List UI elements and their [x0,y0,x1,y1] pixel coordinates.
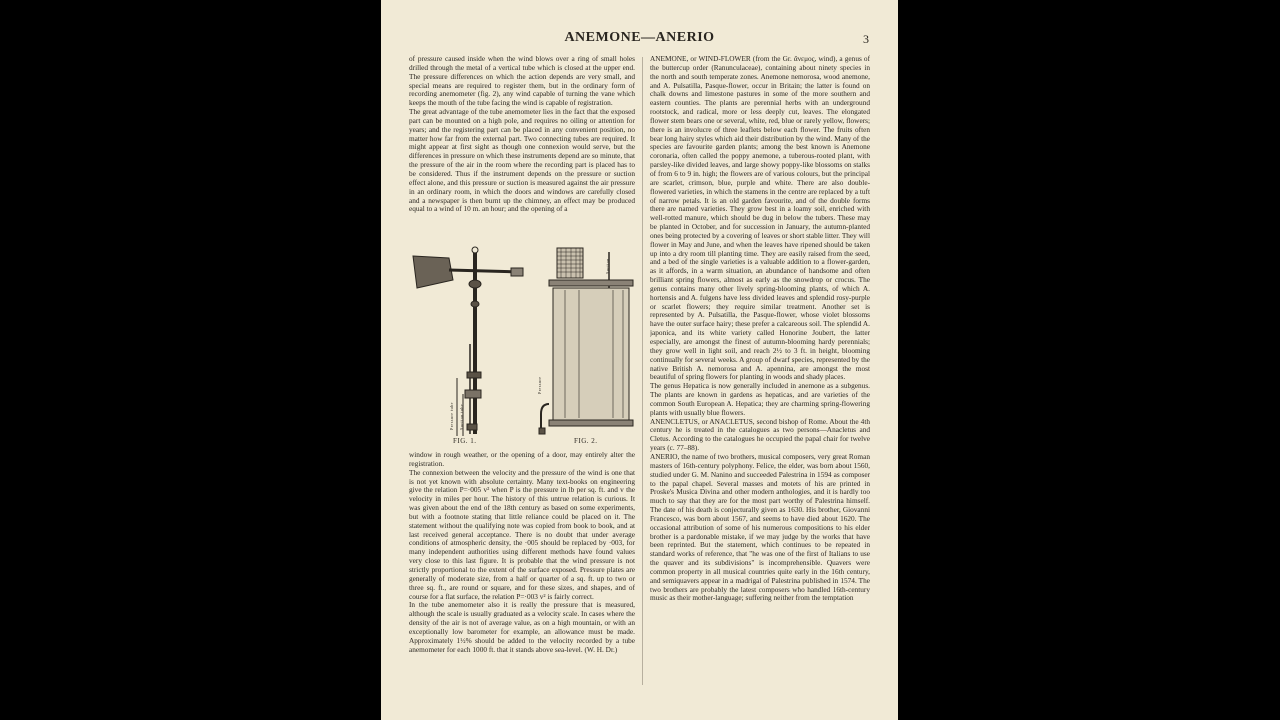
page-header [381,30,898,50]
vane-icon [413,256,453,288]
fig1-pressure-tube-illustration [409,244,635,450]
fig2-caption: FIG. 2. [574,437,598,445]
fig1-suction-label: Suction tube [459,403,464,430]
running-head: ANEMONE—ANERIO [564,30,715,45]
anemometer-figures [409,244,635,450]
fig2-suction-label: Suction [605,258,610,274]
page-number: 3 [863,32,869,46]
left-column-bottom-text: window in rough weather, or the opening of a door, may entirely alter the registration. The connexion between the velocity and the pressure of the wind is one that is not yet known with absolute certainty. Many text-books on engineering give the relation P=·005 v² when P is the pressure in lb per sq. ft. and v the velocity in miles per hour. The history of this untrue relation is curious. It was given about the end of the 18th century as based on some experiments, but with a footnote stating that little reliance could be placed on it. The statement without the qualifying note was copied from book to book, and at last received general acceptance. There is no doubt that under average conditions of atmospheric density, the ·005 should be replaced by ·003, for many independent authorities using different methods have found values very close to this last figure. It is probable that the wind pressure is not strictly proportional to the extent of the surface exposed. Pressure plates are generally of moderate size, from a half or quarter of a sq. ft. up to two or three sq. ft., are round or square, and for these sizes, and shapes, and of course for a flat surface, the relation P=·003 v² is fairly correct. In the tube anemometer also it is really the pressure that is measured, although the scale is usually graduated as a velocity scale. In cases where the density of the air is not of average value, as on a high mountain, or with an exceptionally low barometer for example, an allowance must be made. Approximately 1½% should be added to the velocity recorded by a tube anemometer for each 1000 ft. that it stands above sea-level. (W. H. Dr.) [409,451,635,654]
fig2-recorder-illustration [539,248,633,434]
fig1-caption: FIG. 1. [453,437,477,445]
fig2-pressure-label: Pressure [537,376,542,394]
column-divider [642,57,643,685]
encyclopedia-page [381,0,898,720]
right-column-text: ANEMONE, or WIND-FLOWER (from the Gr. ἄνεμος, wind), a genus of the buttercup order (Ranunculaceae), containing about ninety species in the north and south temperate zones. Anemone nemorosa, wood anemone, and A. Pulsatilla, Pasque-flower, occur in Britain; the latter is found on chalk downs and limestone pastures in some of the more southern and eastern counties. The plants are perennial herbs with an underground rootstock, and radical, more or less deeply cut, leaves. The elongated flower stem bears one or several, white, red, blue or rarely yellow, flowers; there is an involucre of three leaflets below each flower. The fruits often bear long hairy styles which aid their distribution by the wind. Many of the species are favourite garden plants; among the best known is Anemone coronaria, often called the poppy anemone, a tuberous-rooted plant, with parsley-like divided leaves, and large showy poppy-like blossoms on stalks of from 6 to 9 in. high; the flowers are of various colours, but the principal are scarlet, crimson, blue, purple and white. There are also double-flowered varieties, in which the stamens in the centre are replaced by a tuft of narrow petals. It is an old garden favourite, and of the double forms there are named varieties. They grow best in a loamy soil, enriched with well-rotted manure, which should be dug in below the tubers. These may be planted in October, and for succession in January, the autumn-planted ones being protected by a covering of leaves or short stable litter. They will flower in May and June, and when the leaves have ripened should be taken up into a dry room till planting time. They are easily raised from the seed, and a bed of the single varieties is a valuable addition to a flower-garden, as it affords, in a warm situation, an abundance of handsome and often brilliant spring flowers, almost as early as the snowdrop or crocus. The genus contains many other lively spring-blooming plants, of which A. hortensis and A. fulgens have less divided leaves and splendid rosy-purple or scarlet flowers; they require similar treatment. Another set is represented by A. Pulsatilla, the Pasque-flower, whose violet blossoms have the outer surface hairy; these prefer a calcareous soil. The splendid A. japonica, and its white variety called Honorine Joubert, the latter especially, are amongst the finest of autumn-blooming hardy perennials; they grow well in light soil, and reach 2½ to 3 ft. in height, blooming continually for several weeks. A group of dwarf species, represented by the native British A. nemorosa and A. apennina, are amongst the most beautiful of spring flowers for planting in woods and shady places. The genus Hepatica is now generally included in anemone as a subgenus. The plants are known in gardens as hepaticas, and are varieties of the common South European A. Hepatica; they are charming spring-flowering plants with usually blue flowers. ANENCLETUS, or ANACLETUS, second bishop of Rome. About the 4th century he is treated in the catalogues as two persons—Anacletus and Cletus. According to the catalogues he occupied the papal chair for twelve years (c. 77–88). ANERIO, the name of two brothers, musical composers, very great Roman masters of 16th-century polyphony. Felice, the elder, was born about 1560, studied under G. M. Nanino and succeeded Palestrina in 1594 as composer to the papal chapel. Several masses and motets of his are printed in Proske's Musica Divina and other modern anthologies, and it is hardly too much to say that they are for the most part worthy of Palestrina himself. The date of his death is conjecturally given as 1630. His brother, Giovanni Francesco, was born about 1567, and seems to have died about 1620. The occasional attribution of some of his numerous compositions to his elder brother is a pardonable mistake, if we may judge by the works that have been reprinted. But the statement, which continues to be repeated in standard works of reference, that "he was one of the first of Italians to use the quaver and its subdivisions" is incomprehensible. Quavers were common property in all musical countries quite early in the 16th century, and semiquavers appear in a madrigal of Palestrina published in 1574. The two brothers are probably the latest composers who handled 16th-century music as their mother-language; suffering neither from the temptation [650,55,870,603]
left-column-top-text: of pressure caused inside when the wind blows over a ring of small holes drilled through the metal of a vertical tube which is closed at the upper end. The pressure differences on which the action depends are very small, and special means are required to register them, but in the ordinary form of recording anemometer (fig. 2), any wind capable of turning the vane which keeps the mouth of the tube facing the wind is capable of registration. The great advantage of the tube anemometer lies in the fact that the exposed part can be mounted on a high pole, and requires no oiling or attention for years; and the registering part can be placed in any convenient position, no matter how far from the external part. Two connecting tubes are required. It might appear at first sight as though one connexion would serve, but the differences in pressure on which these instruments depend are so minute, that the pressure of the air in the room where the recording part is placed has to be considered. Thus if the instrument depends on the pressure or suction effect alone, and this pressure or suction is measured against the air pressure in an ordinary room, in which the doors and windows are carefully closed and a newspaper is then burnt up the chimney, an effect may be produced equal to a wind of 10 m. an hour; and the opening of a [409,55,635,214]
fig1-pressure-label: Pressure tube [449,402,454,430]
